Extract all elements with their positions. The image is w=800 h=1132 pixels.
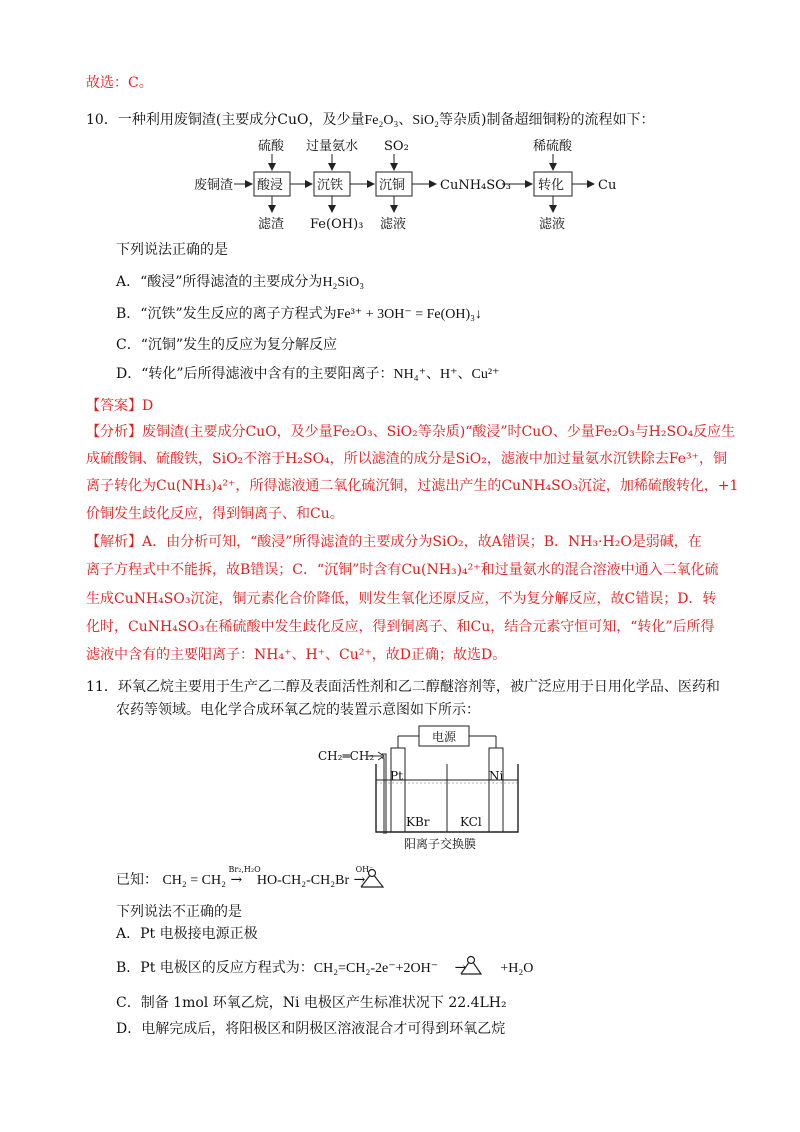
- prev-answer: 故选：C。: [86, 75, 153, 91]
- q10-explain-line-1: 【解析】A．由分析可知，“酸浸”所得滤渣的主要成分为SiO₂，故A错误；B．NH₃·H₂O是弱碱，在: [86, 534, 702, 550]
- q11-known: 已知： CH₂ = CH₂ Br₂,H₂O → HO-CH₂-CH₂Br OH⁻ →: [116, 865, 374, 888]
- q10-explain-line-5: 滤液中含有的主要阳离子：NH₄⁺、H⁺、Cu²⁺，故D正确；故选D。: [86, 647, 507, 663]
- device-left-solution: KBr: [406, 815, 430, 829]
- q10-option-a[interactable]: A．“酸浸”所得滤渣的主要成分为H₂SiO₃: [116, 274, 365, 290]
- q10-option-d[interactable]: D．“转化”后所得滤液中含有的主要阳离子：NH₄⁺、H⁺、Cu²⁺: [116, 366, 500, 382]
- pt-electrode: [391, 748, 405, 832]
- q10-analysis-line-4: 价铜发生歧化反应，得到铜离子、和Cu。: [86, 506, 344, 522]
- svg-text:SO₂: SO₂: [384, 139, 409, 154]
- svg-text:转化: 转化: [538, 178, 565, 193]
- device-gas: CH₂═CH₂: [318, 749, 375, 763]
- q10-analysis-line-1: 【分析】废铜渣(主要成分CuO，及少量Fe₂O₃、SiO₂等杂质)“酸浸”时CuO、少量Fe₂O₃与H₂SO₄反应生: [86, 424, 736, 440]
- q11-number: 11．: [86, 679, 118, 695]
- device-membrane-label: 阳离子交换膜: [404, 837, 477, 850]
- q11-stem-1: 11．环氧乙烷主要用于生产乙二醇及表面活性剂和乙二醇醚溶剂等，被广泛应用于日用化学品、医药和: [86, 679, 720, 695]
- svg-text:稀硫酸: 稀硫酸: [533, 139, 573, 154]
- q10-explain-line-2: 离子方程式中不能拆，故B错误；C．“沉铜”时含有Cu(NH₃)₄²⁺和过量氨水的混合溶液中通入二氧化硫: [86, 562, 719, 578]
- svg-text:滤渣: 滤渣: [258, 217, 285, 232]
- q10-option-b[interactable]: B．“沉铁”发生反应的离子方程式为Fe³⁺ + 3OH⁻ = Fe(OH)₃↓: [116, 306, 483, 322]
- q10-explain-line-4: 化时，CuNH₄SO₃在稀硫酸中发生歧化反应，得到铜离子、和Cu，结合元素守恒可知，“转化”后所得: [86, 619, 715, 635]
- svg-text:过量氨水: 过量氨水: [306, 139, 359, 154]
- q11-option-a[interactable]: A．Pt 电极接电源正极: [116, 926, 258, 942]
- svg-text:滤液: 滤液: [380, 217, 407, 232]
- svg-text:Ni: Ni: [489, 769, 504, 783]
- svg-text:沉铁: 沉铁: [317, 178, 344, 193]
- q10-explain-line-3: 生成CuNH₄SO₃沉淀，铜元素化合价降低，则发生氧化还原反应，不为复分解反应，故C错误；D．转: [86, 591, 717, 607]
- q10-stem: 10．一种利用废铜渣(主要成分CuO，及少量Fe₂O₃、SiO₂等杂质)制备超细铜粉的流程如下：: [86, 112, 655, 128]
- q10-flowchart: [190, 134, 630, 234]
- svg-text:滤液: 滤液: [539, 217, 566, 232]
- q10-analysis-line-3: 离子转化为Cu(NH₃)₄²⁺，所得滤液通二氧化硫沉铜，过滤出产生的CuNH₄SO₃沉淀，加稀硫酸转化，+1: [86, 478, 739, 494]
- svg-text:电源: 电源: [432, 730, 457, 744]
- q11-stem-2: 农药等领域。电化学合成环氧乙烷的装置示意图如下所示：: [116, 702, 480, 718]
- epoxide-icon: [357, 868, 387, 890]
- svg-text:Fe(OH)₃: Fe(OH)₃: [310, 217, 364, 232]
- svg-text:酸浸: 酸浸: [257, 178, 284, 193]
- q10-analysis-line-2: 成硫酸铜、硫酸铁，SiO₂不溶于H₂SO₄，所以滤渣的成分是SiO₂，滤液中加过量氨水沉铁除去Fe³⁺，铜: [86, 451, 728, 467]
- device-right-solution: KCl: [460, 815, 482, 829]
- q11-device-diagram: [318, 720, 538, 850]
- svg-text:Pt: Pt: [390, 769, 403, 783]
- q10-answer: 【答案】D: [86, 398, 154, 414]
- svg-text:沉铜: 沉铜: [379, 178, 406, 193]
- q11-prompt: 下列说法不正确的是: [116, 904, 242, 920]
- svg-text:硫酸: 硫酸: [258, 139, 285, 154]
- epoxide-product-icon: [458, 955, 484, 977]
- q11-option-c[interactable]: C．制备 1mol 环氧乙烷，Ni 电极区产生标准状况下 22.4LH₂: [116, 995, 507, 1011]
- ni-electrode: [489, 748, 503, 832]
- q11-option-d[interactable]: D．电解完成后，将阳极区和阴极区溶液混合才可得到环氧乙烷: [116, 1021, 506, 1037]
- q10-number: 10．: [86, 112, 118, 128]
- flow-start: 废铜渣: [194, 178, 234, 193]
- q10-option-c[interactable]: C．“沉铜”发生的反应为复分解反应: [116, 337, 338, 353]
- q10-prompt: 下列说法正确的是: [116, 242, 228, 258]
- flow-end: Cu: [598, 178, 617, 193]
- flow-mid: CuNH₄SO₃: [440, 178, 512, 193]
- q11-option-b[interactable]: B．Pt 电极区的反应方程式为：CH₂=CH₂-2e⁻+2OH⁻ → +H₂O: [116, 960, 534, 976]
